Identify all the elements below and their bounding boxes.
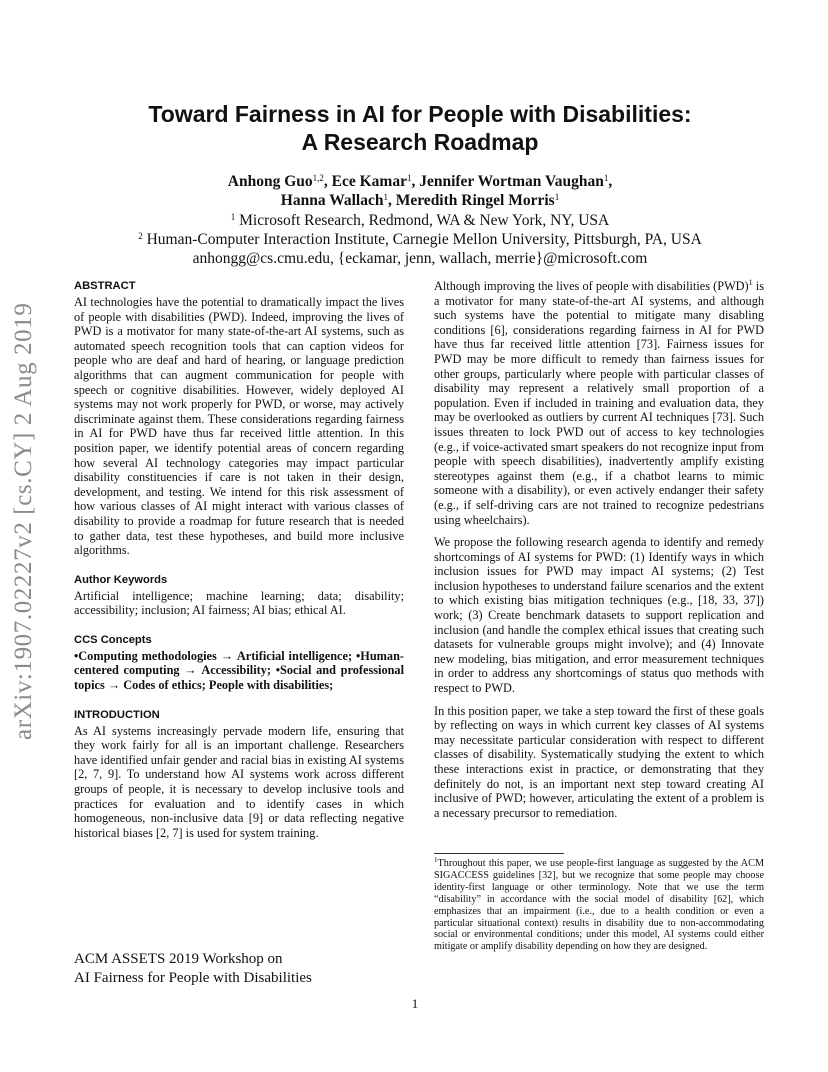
ccs-heading: CCS Concepts — [74, 633, 152, 646]
author-name: Jennifer Wortman Vaughan — [419, 173, 604, 190]
author-emails: anhongg@cs.cmu.edu, {eckamar, jenn, wallach, merrie}@microsoft.com — [192, 250, 648, 267]
author-affiliation-mark: 1 — [603, 173, 609, 183]
left-column — [74, 280, 404, 840]
intro-paragraph-1: Although improving the lives of people with disabilities (PWD)$^1$ is a motivator for many state-of-the-art AI systems, and although such systems have the potential to mitigate many disabling conditions [6], considerations regarding fairness in AI for PWD have thus far received little attention [73]. Fairness issues for PWD may be more difficult to remedy than fairness issues for other groups, particularly where people with particular classes of disability may represent a relatively small proportion of a population. Even if included in training and evaluation data, they may be overlooked as outliers by current AI techniques [73]. Such issues threaten to lock PWD out of access to key technologies (e.g., if voice-activated smart speakers do not recognize input from people with speech disabilities), inadvertently amplify existing stereotypes against them (e.g., if a chatbot learns to mimic someone with a disability), or even actively endanger their safety (e.g., if self-driving cars are not trained to recognize pedestrians using wheelchairs). — [434, 278, 765, 527]
affiliation-mark: 1 — [230, 212, 236, 222]
author-name: Hanna Wallach — [280, 192, 384, 209]
author-line-1: Anhong Guo$^{1,2}$, Ece Kamar$^1$, Jennifer Wortman Vaughan$^1$, — [227, 173, 613, 190]
affiliations — [80, 211, 760, 268]
right-column — [434, 279, 764, 828]
ccs-concepts: •Computing methodologies → Artificial intelligence; •Human-centered computing → Accessibility; •Social and professional topics → Codes of ethics; People with disabilities; — [74, 648, 405, 693]
venue-line-2: AI Fairness for People with Disabilities — [74, 970, 312, 986]
author-name: Ece Kamar — [331, 173, 407, 190]
author-affiliation-mark: 1 — [554, 192, 560, 202]
venue-line-1: ACM ASSETS 2019 Workshop on — [74, 951, 283, 967]
arxiv-identifier-text: arXiv:1907.02227v2 [cs.CY] 2 Aug 2019 — [10, 302, 37, 740]
affiliation-1: $^1$ Microsoft Research, Redmond, WA & New York, NY, USA — [230, 212, 610, 229]
paper-title — [80, 100, 760, 156]
page-number: 1 — [411, 996, 419, 1011]
author-line-2: Hanna Wallach$^1$, Meredith Ringel Morris$^1$ — [280, 192, 560, 209]
footnote-ref: 1 — [748, 278, 753, 287]
introduction-heading: INTRODUCTION — [74, 708, 160, 721]
footnote-text: Throughout this paper, we use people-first language as suggested by the ACM SIGACCESS guidelines [32], but we recognize that some people may choose identity-first language or other terminology. Note that we use the term “disability” in accordance with the social model of disability [62], which emphasizes that an impairment (i.e., due to a health condition or even a particular situational context) results in disability due to non-accommodating social or environmental conditions; under this model, AI systems could either mitigate or amplify disability depending on how they are designed. — [434, 858, 764, 953]
venue-note — [74, 950, 404, 988]
author-name: Anhong Guo — [227, 173, 313, 190]
author-affiliation-mark: 1 — [383, 192, 388, 202]
title-line-2: A Research Roadmap — [301, 129, 539, 155]
author-list — [80, 172, 760, 210]
author-name: Meredith Ringel Morris — [395, 192, 555, 209]
keywords-heading: Author Keywords — [74, 573, 168, 586]
footnote-divider — [434, 853, 564, 854]
intro-paragraph-2: We propose the following research agenda to identify and remedy shortcomings of AI systems for PWD: (1) Identify ways in which inclusion issues for PWD may impact AI systems; (2) Test inclusion hypotheses to understand failure scenarios and the extent to which existing bias mitigation techniques (e.g., [18, 33, 37]) work; (3) Create benchmark datasets to support replication and inclusion (and handle the complex ethical issues that creating such datasets for vulnerable groups might involve); and (4) Innovate new modeling, bias mitigation, and error measurement techniques in order to address any shortcomings of status quo methods with respect to PWD. — [434, 535, 764, 696]
author-affiliation-mark: 1 — [406, 173, 412, 183]
introduction-text: As AI systems increasingly pervade modern life, ensuring that they work fairly for all is an important challenge. Researchers have identified unfair gender and racial bias in existing AI systems [2, 7, 9]. To understand how AI systems work across different groups of people, it is necessary to develop inclusive tools and practices for evaluation and to identify cases in which homogeneous, non-inclusive data [9] or data reflecting negative historical biases [2, 7] is used for system training. — [74, 723, 404, 840]
abstract-text: AI technologies have the potential to dramatically impact the lives of people with disabilities (PWD). Indeed, improving the lives of PWD is a motivator for many state-of-the-art AI systems, such as automated speech recognition tools that can caption videos for people who are deaf and hard of hearing, or language prediction algorithms that can augment communication for people with speech or cognitive disabilities. However, widely deployed AI systems may not work properly for PWD, or worse, may actively discriminate against them. These considerations regarding fairness in AI for PWD have thus far received little attention. In this position paper, we identify potential areas of concern regarding how several AI technology categories may impact particular disability constituencies if care is not taken in their design, development, and testing. We intend for this risk assessment of how various classes of AI might interact with various classes of disability to provide a roadmap for future research that is needed to gather data, test these hypotheses, and build more inclusive algorithms. — [74, 295, 404, 558]
arxiv-identifier-stamp — [10, 302, 37, 762]
affiliation-mark: 2 — [138, 231, 143, 241]
intro-paragraph-3: In this position paper, we take a step toward the first of these goals by reflecting on ways in which current key classes of AI systems may necessitate particular consideration with respect to different classes of disability. Systematically studying the extent to which these interactions exist in practice, or demonstrating that they definitely do not, is an important next step toward creating AI inclusive of PWD; however, articulating the extent of a problem is a necessary precursor to remediation. — [434, 703, 764, 820]
keywords-text: Artificial intelligence; machine learning; data; disability; accessibility; inclusion; AI fairness; AI bias; ethical AI. — [74, 588, 404, 618]
affiliation-2: $^2$ Human-Computer Interaction Institute, Carnegie Mellon University, Pittsburgh, PA, USA — [138, 231, 702, 248]
author-affiliation-mark: 1,2 — [312, 173, 324, 183]
title-line-1: Toward Fairness in AI for People with Disabilities: — [148, 101, 692, 127]
footnote-mark: 1 — [434, 856, 438, 864]
footnote — [434, 858, 764, 953]
abstract-heading: ABSTRACT — [74, 280, 136, 292]
